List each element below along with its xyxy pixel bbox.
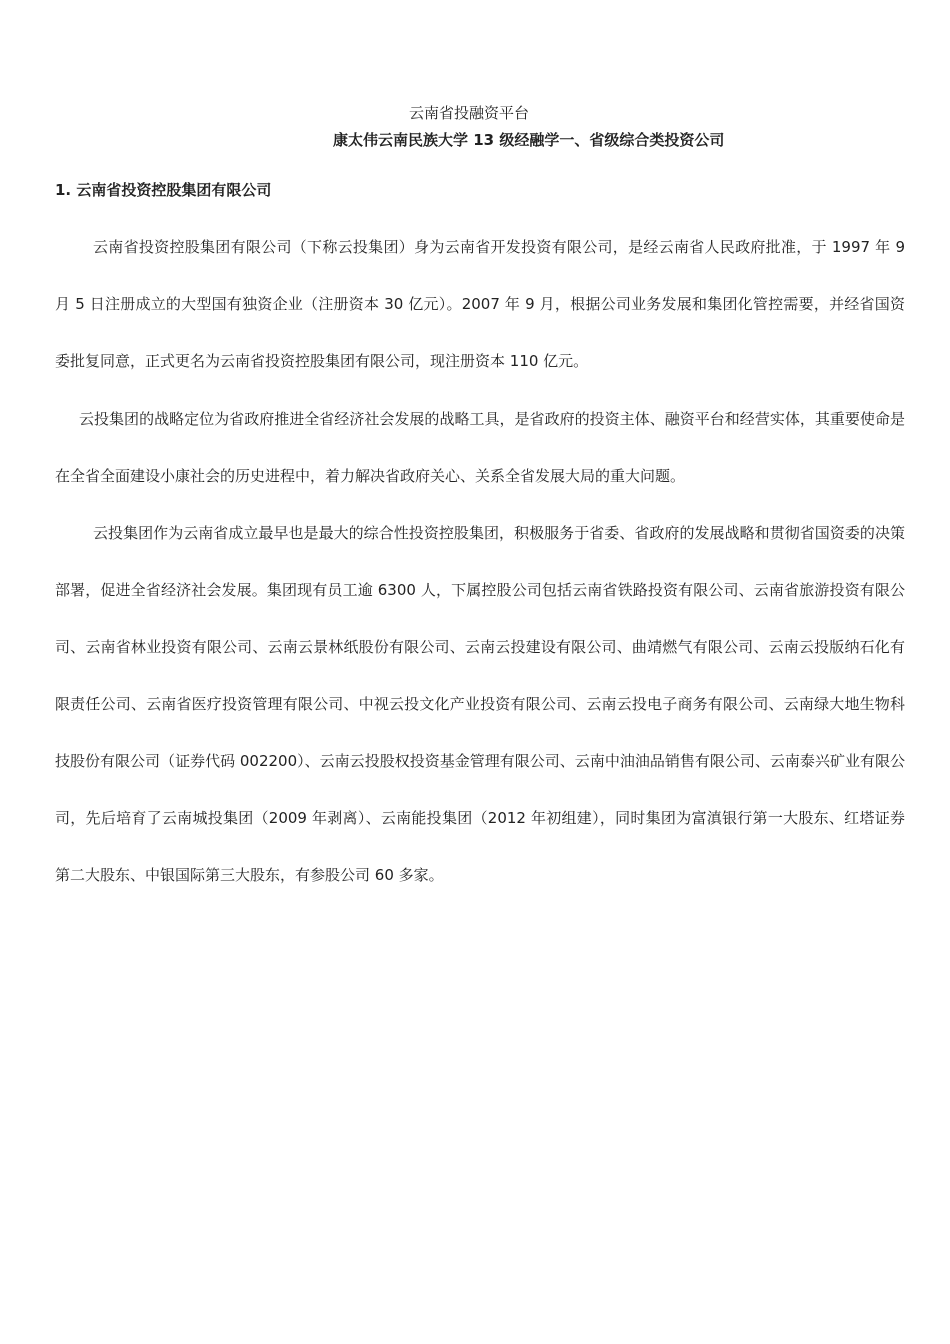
document-subtitle: 康太伟云南民族大学 13 级经融学一、省级综合类投资公司 — [333, 131, 725, 149]
paragraph-company-overview: 云南省投资控股集团有限公司（下称云投集团）身为云南省开发投资有限公司，是经云南省人民政府批准，于 1997 年 9 月 5 日注册成立的大型国有独资企业（注册资本 30 亿元）。2007 年 9 月，根据公司业务发展和集团化管控需要，并经省国资委批复同意，正式更名为云南省投资控股集团有限公司，现注册资本 110 亿元。 — [55, 238, 905, 370]
paragraph-subsidiaries: 云投集团作为云南省成立最早也是最大的综合性投资控股集团，积极服务于省委、省政府的发展战略和贯彻省国资委的决策部署，促进全省经济社会发展。集团现有员工逾 6300 人，下属控股公司包括云南省铁路投资有限公司、云南省旅游投资有限公司、云南省林业投资有限公司、云南云景林纸股份有限公司、云南云投建设有限公司、曲靖燃气有限公司、云南云投版纳石化有限责任公司、云南省医疗投资管理有限公司、中视云投文化产业投资有限公司、云南云投电子商务有限公司、云南绿大地生物科技股份有限公司（证券代码 002200）、云南云投股权投资基金管理有限公司、云南中油油品销售有限公司、云南泰兴矿业有限公司，先后培育了云南城投集团（2009 年剥离）、云南能投集团（2012 年初组建），同时集团为富滇银行第一大股东、红塔证券第二大股东、中银国际第三大股东，有参股公司 60 多家。 — [55, 524, 905, 884]
section-heading: 1. 云南省投资控股集团有限公司 — [55, 181, 272, 199]
document-title: 云南省投融资平台 — [409, 104, 530, 122]
paragraph-strategic-positioning: 云投集团的战略定位为省政府推进全省经济社会发展的战略工具，是省政府的投资主体、融资平台和经营实体，其重要使命是在全省全面建设小康社会的历史进程中，着力解决省政府关心、关系全省发展大局的重大问题。 — [55, 410, 905, 485]
